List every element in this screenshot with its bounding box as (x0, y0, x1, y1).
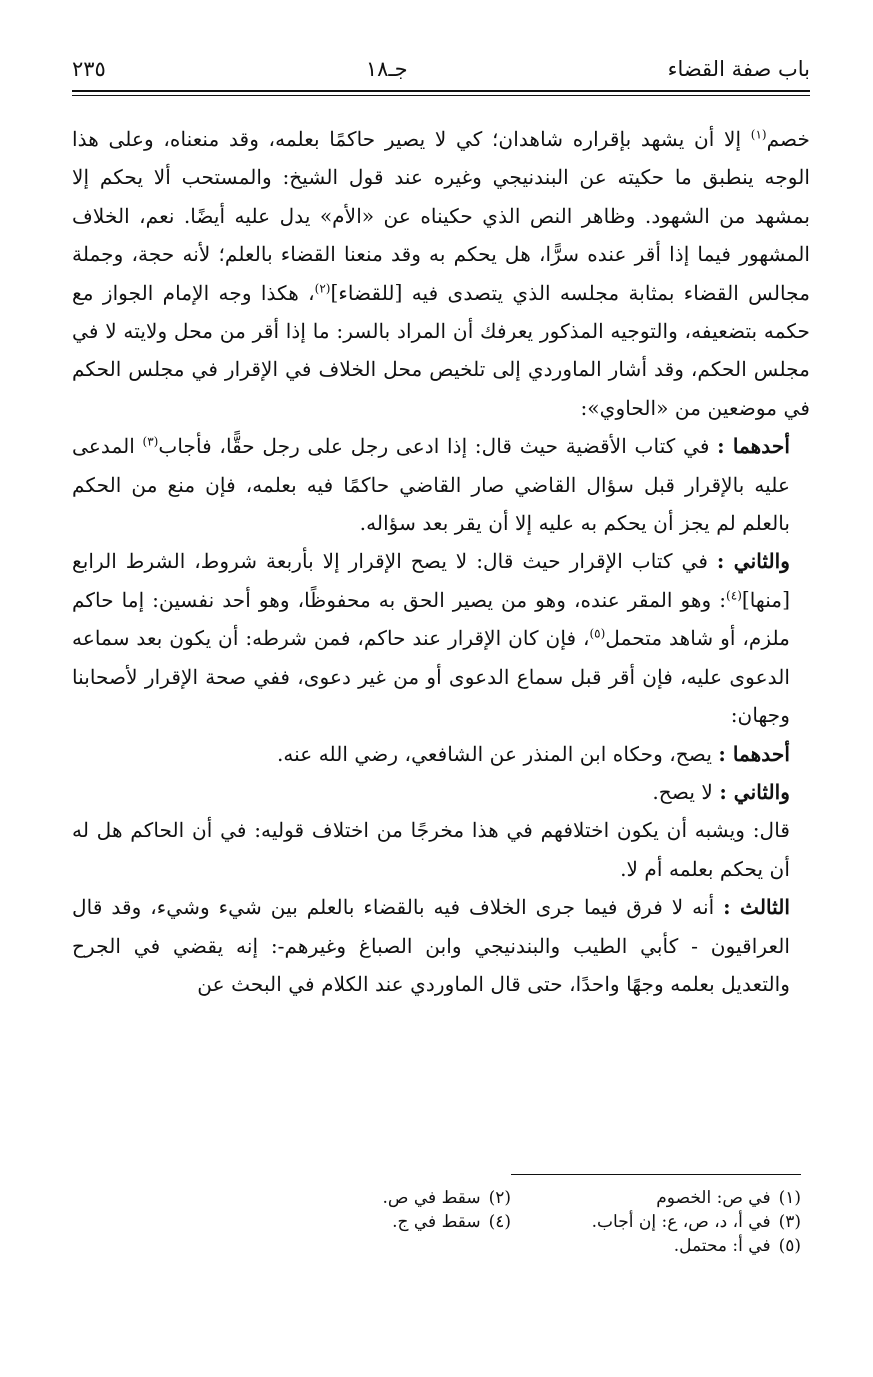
paragraph-5-text: لا يصح. (652, 779, 720, 804)
footnote-4 (241, 1210, 511, 1234)
paragraph-3 (72, 542, 810, 734)
paragraph-7 (72, 888, 810, 1003)
paragraph-1 (72, 120, 810, 427)
paragraph-3-end: ، فإن كان الإقرار عند حاكم، فمن شرطه: أن يكون بعد سماعه الدعوى عليه، فإن أقر قبل سماع الدعوى أو من غير دعوى، ففي صحة الإقرار لأصحابنا وجهان: (72, 626, 790, 728)
footnote-ref-3: (٣) (142, 434, 159, 449)
footnotes (241, 1186, 801, 1258)
footnote-5 (531, 1234, 801, 1258)
paragraph-5-label: والثاني : (719, 779, 790, 804)
footnote-4-text: سقط في ج. (392, 1212, 481, 1232)
paragraph-1-end: ، هكذا وجه الإمام الجواز مع حكمه بتضعيفه، والتوجيه المذكور يعرفك أن المراد بالسر: ما إذا أقر من محل ولايته لا في مجلس الحكم، وقد أشار الماوردي إلى تلخيص محل الخلاف في الإقرار في مجلس الحكم في موضعين من «الحاوي»: (72, 280, 810, 420)
footnote-3 (531, 1210, 801, 1234)
footnote-3-number: (٣) (778, 1212, 801, 1232)
paragraph-3-label: والثاني : (716, 549, 790, 574)
footnote-ref-1: (١) (750, 127, 767, 142)
footnote-1-number: (١) (778, 1188, 801, 1208)
footnote-ref-4: (٤) (726, 588, 742, 603)
paragraph-2-end: المدعى عليه بالإقرار قبل سؤال القاضي صار القاضي حاكمًا فيه بعلمه، فإن منع من الحكم بالعلم لم يجز أن يحكم به عليه إلا أن يقر بعد سؤاله. (72, 434, 791, 536)
header-rule (72, 90, 810, 96)
footnote-3-text: في أ، د، ص، ع: إن أجاب. (591, 1212, 771, 1232)
paragraph-4-label: أحدهما : (718, 741, 790, 766)
paragraph-6 (72, 811, 810, 888)
footnote-5-number: (٥) (778, 1236, 801, 1256)
footnote-1-text: في ص: الخصوم (656, 1188, 771, 1208)
page (72, 54, 810, 1003)
footnote-4-number: (٤) (488, 1212, 511, 1232)
paragraph-7-text: أنه لا فرق فيما جرى الخلاف فيه بالقضاء بالعلم بين شيء وشيء، وقد قال العراقيون - كأبي الطيب والبندنيجي وابن الصباغ وغيرهم-: إنه يقضي في الجرح والتعديل بعلمه وجهًا واحدًا، حتى قال الماوردي عند الكلام في البحث عن (72, 895, 790, 996)
running-header (72, 54, 810, 84)
paragraph-3-text: في كتاب الإقرار حيث قال: لا يصح الإقرار إلا بأربعة شروط، الشرط الرابع [منها] (72, 549, 790, 612)
paragraph-2-text: في كتاب الأقضية حيث قال: إذا ادعى رجل على رجل حقًّا، فأجاب (158, 434, 718, 459)
paragraph-1-start: خصم (766, 127, 810, 151)
header-volume: جـ١٨ (365, 57, 408, 81)
paragraph-3-mid: : وهو المقر عنده، وهو من يصير الحق به محفوظًا، وهو أحد نفسين: إما حاكم ملزم، أو شاهد متحمل (72, 587, 790, 651)
paragraph-2 (72, 427, 810, 542)
paragraph-4-text: يصح، وحكاه ابن المنذر عن الشافعي، رضي الله عنه. (276, 741, 719, 766)
footnote-2-number: (٢) (488, 1188, 511, 1208)
header-section-title: باب صفة القضاء (667, 57, 810, 81)
paragraph-6-text: قال: ويشبه أن يكون اختلافهم في هذا مخرجًا من اختلاف قوليه: في أن الحاكم هل له أن يحكم بعلمه أم لا. (72, 818, 790, 881)
page-number: ٢٣٥ (72, 57, 106, 81)
footnote-5-text: في أ: محتمل. (673, 1236, 771, 1256)
footnote-ref-2: (٢) (314, 280, 331, 295)
paragraph-2-label: أحدهما : (717, 434, 790, 459)
main-text (72, 120, 810, 1003)
paragraph-7-label: الثالث : (723, 895, 790, 920)
paragraph-1-text: إلا أن يشهد بإقراره شاهدان؛ كي لا يصير حاكمًا بعلمه، وقد منعناه، وعلى هذا الوجه ينطبق ما حكيته عن البندنيجي وغيره عند قول الشيخ: والمستحب ألا يحكم إلا بمشهد من الشهود. وظاهر النص الذي حكيناه عن «الأم» يدل عليه أيضًا. نعم، الخلاف المشهور فيما إذا أقر عنده سرًّا، هل يحكم به وقد منعنا القضاء بالعلم؛ لأنه حجة، وجملة مجالس القضاء بمثابة مجلسه الذي يتصدى فيه [للقضاء] (72, 127, 811, 305)
footnote-2-text: سقط في ص. (382, 1188, 481, 1208)
footnote-2 (241, 1186, 511, 1210)
paragraph-4 (72, 735, 810, 773)
footnote-1 (531, 1186, 801, 1210)
paragraph-5 (72, 773, 810, 811)
footnote-rule (511, 1174, 801, 1175)
footnote-ref-5: (٥) (589, 626, 606, 641)
